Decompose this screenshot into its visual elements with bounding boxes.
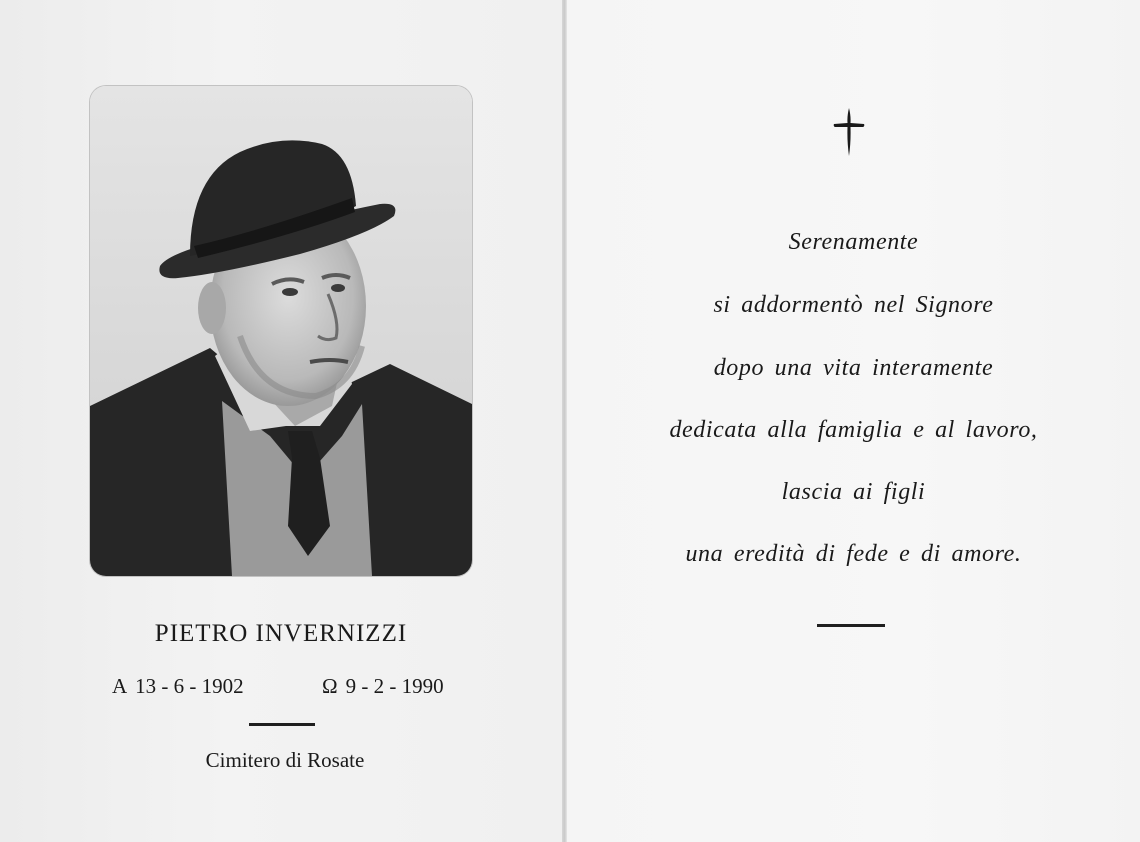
left-panel bbox=[0, 0, 562, 842]
birth-date: 13 - 6 - 1902 bbox=[135, 674, 244, 698]
resting-place: Cimitero di Rosate bbox=[205, 748, 365, 772]
divider-right bbox=[817, 624, 885, 627]
divider-left bbox=[249, 723, 315, 726]
verse-line-3: dopo una vita interamente bbox=[713, 355, 994, 381]
cross-icon bbox=[832, 106, 866, 158]
verse-line-6: una eredità di fede e di amore. bbox=[685, 541, 1022, 567]
omega-symbol: Ω bbox=[322, 674, 338, 698]
birth-date-line bbox=[112, 674, 244, 699]
alpha-symbol: A bbox=[112, 674, 128, 698]
verse-line-1: Serenamente bbox=[788, 229, 919, 255]
death-date-line bbox=[322, 674, 444, 699]
portrait-photo bbox=[90, 86, 472, 576]
deceased-name: PIETRO INVERNIZZI bbox=[154, 620, 408, 647]
portrait-illustration bbox=[90, 86, 472, 576]
verse-line-2: si addormentò nel Signore bbox=[713, 292, 994, 318]
death-date: 9 - 2 - 1990 bbox=[345, 674, 444, 698]
verse-line-5: lascia ai figli bbox=[781, 479, 926, 505]
verse-line-4: dedicata alla famiglia e al lavoro, bbox=[669, 417, 1038, 443]
